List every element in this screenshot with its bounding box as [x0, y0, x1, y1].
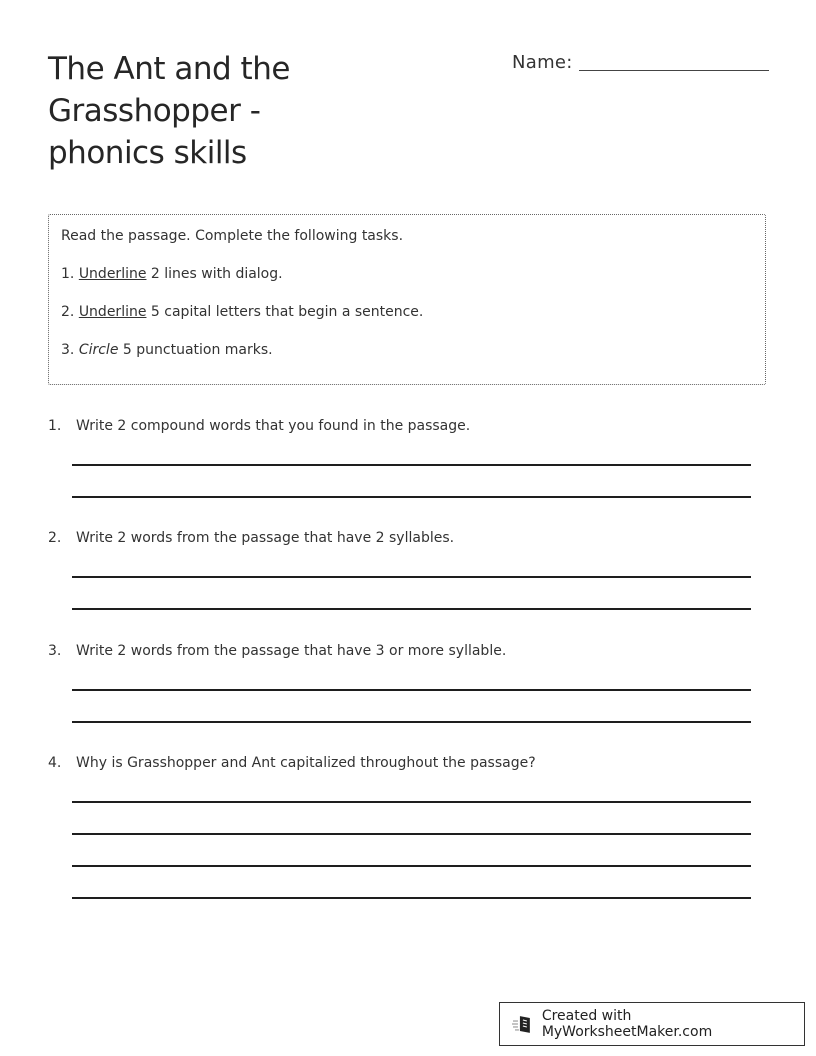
- answer-line[interactable]: [72, 608, 751, 610]
- question-text: Write 2 compound words that you found in the passage.: [76, 418, 471, 434]
- question-number: 2.: [48, 530, 62, 546]
- answer-line[interactable]: [72, 833, 751, 835]
- task-emphasis: Underline: [78, 304, 147, 320]
- name-field[interactable]: [512, 52, 769, 73]
- question-number: 4.: [48, 755, 62, 771]
- question-3: [48, 642, 768, 660]
- footer-text: Created with MyWorksheetMaker.com: [541, 1008, 713, 1040]
- worksheet-maker-logo-icon: [512, 1013, 534, 1035]
- answer-line[interactable]: [72, 496, 751, 498]
- instructions-box: [48, 214, 766, 385]
- task-number: 3.: [61, 342, 75, 358]
- task-text: 2 lines with dialog.: [146, 266, 283, 282]
- title-line-1: The Ant and the: [48, 51, 290, 87]
- question-4: [48, 754, 768, 772]
- title-line-2: Grasshopper -: [48, 93, 261, 129]
- task-number: 1.: [61, 266, 75, 282]
- question-text: Write 2 words from the passage that have 3 or more syllable.: [76, 643, 507, 659]
- answer-line[interactable]: [72, 801, 751, 803]
- answer-line[interactable]: [72, 897, 751, 899]
- answer-line[interactable]: [72, 576, 751, 578]
- name-label: Name:: [512, 52, 573, 73]
- answer-line[interactable]: [72, 689, 751, 691]
- answer-line[interactable]: [72, 865, 751, 867]
- task-emphasis: Circle: [78, 342, 119, 358]
- question-text: Why is Grasshopper and Ant capitalized throughout the passage?: [76, 755, 536, 771]
- question-2: [48, 529, 768, 547]
- task-text: 5 capital letters that begin a sentence.: [146, 304, 424, 320]
- question-number: 3.: [48, 643, 62, 659]
- question-number: 1.: [48, 418, 62, 434]
- task-number: 2.: [61, 304, 75, 320]
- question-text: Write 2 words from the passage that have 2 syllables.: [76, 530, 455, 546]
- task-item-1: [61, 265, 753, 283]
- question-1: [48, 417, 768, 435]
- answer-line[interactable]: [72, 721, 751, 723]
- task-item-3: [61, 341, 753, 359]
- task-emphasis: Underline: [78, 266, 147, 282]
- name-input-line[interactable]: [579, 70, 769, 71]
- instructions-intro: Read the passage. Complete the following tasks.: [61, 228, 404, 244]
- title-line-3: phonics skills: [48, 135, 247, 171]
- task-text: 5 punctuation marks.: [118, 342, 273, 358]
- worksheet-title: [48, 48, 348, 174]
- answer-line[interactable]: [72, 464, 751, 466]
- footer-badge[interactable]: [499, 1002, 805, 1046]
- task-item-2: [61, 303, 753, 321]
